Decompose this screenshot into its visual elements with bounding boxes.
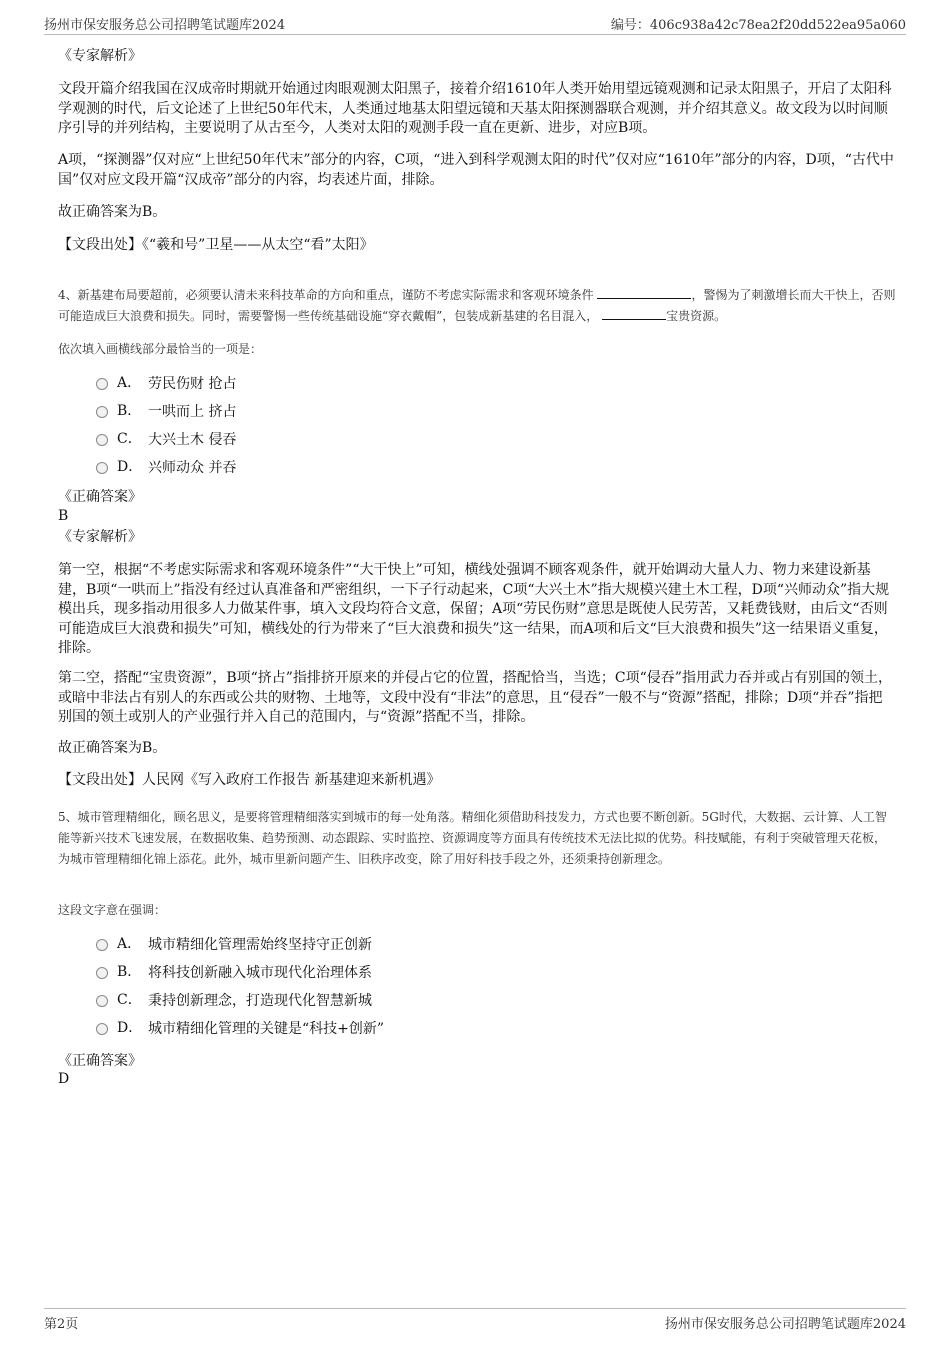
q5-option-b[interactable] [96,959,696,987]
option-letter: C． [117,431,142,447]
footer-title: 扬州市保安服务总公司招聘笔试题库2024 [664,1317,906,1332]
q4-analysis-p1: 第一空，根据“不考虑实际需求和客观环境条件”“大干快上”可知，横线处强调不顾客观条件，就开始调动大量人力、物力来建设新基建，B项“一哄而上”指没有经过认真准备和严密组织，一下子行动起来，C项“大兴土木”指大规模兴建土木工程，D项“兴师动众”指大规模出兵，现多指动用很多人力做某件事，填入文段均符合文意，保留；A项“劳民伤财”意思是既使人民劳苦，又耗费钱财，由后文“否则可能造成巨大浪费和损失”可知，横线处的行为带来了“巨大浪费和损失”这一结果，而A项和后文“巨大浪费和损失”这一结果语义重复，排除。 [58,562,890,656]
q5-answer-title: 《正确答案》 [58,1053,142,1069]
q5-prompt: 这段文字意在强调： [58,903,167,917]
q4-option-b[interactable] [96,398,696,426]
q4-analysis-p2: 第二空，搭配“宝贵资源”，B项“挤占”指排挤开原来的并侵占它的位置，搭配恰当，当选；C项“侵吞”指用武力吞并或占有别国的领土，或暗中非法占有别人的东西或公共的财物、土地等，文段中没有“非法”的意思，且“侵吞”一般不与“资源”搭配，排除；D项“并吞”指把别国的领土或别人的产业强行并入自己的范围内，与“资源”搭配不当，排除。 [58,670,892,725]
q3-analysis-p1: 文段开篇介绍我国在汉成帝时期就开始通过肉眼观测太阳黑子，接着介绍1610年人类开始用望远镜观测和记录太阳黑子，开启了太阳科学观测的时代，后文论述了上世纪50年代末，人类通过地基太阳望远镜和天基太阳探测器联合观测，并介绍其意义。故文段为以时间顺序引导的并列结构，主要说明了从古至今，人类对太阳的观测手段一直在更新、进步，对应B项。 [58,81,892,136]
q4-prompt: 依次填入画横线部分最恰当的一项是： [58,342,263,356]
q4-stem [58,285,896,327]
q4-options [96,370,696,482]
option-text: 城市精细化管理的关键是“科技+创新” [148,1021,385,1037]
header-serial: 编号：406c938a42c78ea2f20dd522ea95a060 [610,18,906,33]
q4-stem-part1: 4、新基建布局要超前，必须要认清未来科技革命的方向和重点，谨防不考虑实际需求和客观环境条件 [58,288,594,302]
option-text: 劳民伤财 抢占 [148,376,237,392]
q4-blank-2 [602,307,666,320]
radio-icon[interactable] [96,462,108,474]
option-letter: A． [117,936,142,952]
q4-expert-title: 《专家解析》 [58,529,142,545]
radio-icon[interactable] [96,406,108,418]
q4-answer-title: 《正确答案》 [58,489,142,505]
q5-option-d[interactable] [96,1015,696,1043]
option-letter: D． [117,1020,143,1036]
q3-conclusion: 故正确答案为B。 [58,204,167,220]
header-title: 扬州市保安服务总公司招聘笔试题库2024 [44,18,286,33]
q4-answer: B [58,508,69,524]
q4-option-c[interactable] [96,426,696,454]
radio-icon[interactable] [96,967,108,979]
q5-option-a[interactable] [96,931,696,959]
radio-icon[interactable] [96,434,108,446]
q4-option-d[interactable] [96,454,696,482]
q4-option-a[interactable] [96,370,696,398]
page-footer [44,1308,906,1331]
radio-icon[interactable] [96,378,108,390]
option-letter: D． [117,459,143,475]
option-letter: C． [117,992,142,1008]
radio-icon[interactable] [96,1023,108,1035]
option-text: 城市精细化管理需始终坚持守正创新 [148,937,372,953]
q5-options [96,931,696,1043]
option-text: 大兴土木 侵吞 [148,432,237,448]
option-text: 一哄而上 挤占 [148,404,237,420]
q3-source: 【文段出处】《“羲和号”卫星——从太空“看”太阳》 [58,237,374,253]
option-letter: B． [117,403,142,419]
q5-stem: 5、城市管理精细化，顾名思义，是要将管理精细落实到城市的每一处角落。精细化须借助科技发力，方式也要不断创新。5G时代，大数据、云计算、人工智能等新兴技术飞速发展，在数据收集、趋势预测、动态跟踪、实时监控、资源调度等方面具有传统技术无法比拟的优势。科技赋能，有利于突破管理天花板，为城市管理精细化锦上添花。此外，城市里新问题产生、旧秩序改变，除了用好科技手段之外，还须秉持创新理念。 [58,810,887,866]
q4-conclusion: 故正确答案为B。 [58,740,167,756]
page-header [44,12,906,35]
radio-icon[interactable] [96,995,108,1007]
q3-analysis-p2: A项，“探测器”仅对应“上世纪50年代末”部分的内容，C项，“进入到科学观测太阳的时代”仅对应“1610年”部分的内容，D项，“古代中国”仅对应文段开篇“汉成帝”部分的内容，均表述片面，排除。 [58,152,894,188]
q4-stem-part3: 宝贵资源。 [666,309,727,323]
page-number: 第2页 [44,1317,79,1332]
option-text: 秉持创新理念，打造现代化智慧新城 [148,993,372,1009]
q5-option-c[interactable] [96,987,696,1015]
option-letter: A． [117,375,142,391]
q4-blank-1 [597,286,691,299]
q5-answer: D [58,1071,70,1087]
radio-icon[interactable] [96,939,108,951]
option-text: 将科技创新融入城市现代化治理体系 [148,965,372,981]
option-letter: B． [117,964,142,980]
q3-expert-title: 《专家解析》 [58,48,142,64]
q4-source: 【文段出处】人民网《写入政府工作报告 新基建迎来新机遇》 [58,772,441,788]
q4-stem-part2: ，警惕为了刺激增长而大干快上，否则可能造成巨大浪费和损失。同时，需要警惕一些传统基础设施“穿衣戴帽”，包装成新基建的名目混入， [58,288,896,323]
option-text: 兴师动众 并吞 [148,460,237,476]
